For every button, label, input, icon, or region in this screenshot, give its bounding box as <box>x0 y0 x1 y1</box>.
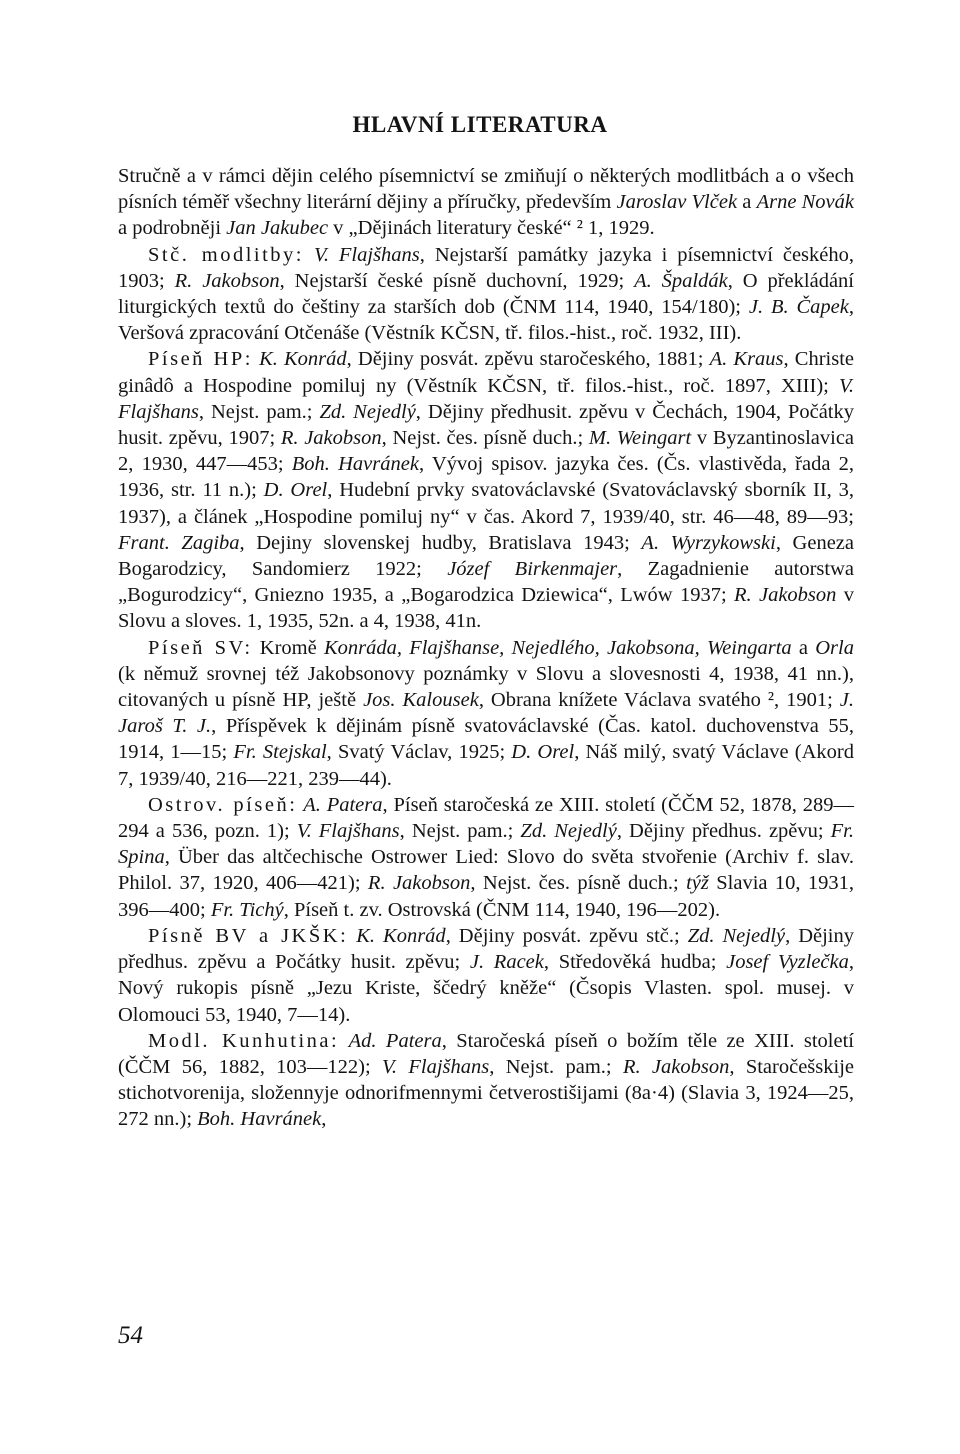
text-run: , Staročešskije stichotvorenija, složennyje odnorifmennymi četverostišijami (8a·4) (Slavia 3, 1924—25, 272 nn.); <box>118 1055 854 1131</box>
author-or-title-italic: K. Konrád <box>259 348 347 371</box>
author-or-title-italic: Frant. Zagiba <box>118 531 240 554</box>
text-run: , Nejst. pam.; <box>198 400 320 423</box>
author-or-title-italic: Arne Novák <box>756 191 854 214</box>
author-or-title-italic: J. Jaroš T. J. <box>118 689 855 738</box>
author-or-title-italic: Boh. Havránek <box>197 1108 322 1131</box>
text-run: , Staročeská píseň o božím těle ze XIII. století (ČČM 56, 1882, 103—122); <box>118 1029 854 1078</box>
section-heading: Ostrov. píseň: <box>148 793 298 816</box>
author-or-title-italic: Fr. Spina <box>118 820 854 869</box>
section-heading: Stč. modlitby: <box>148 243 304 266</box>
text-run: , Veršová zpracování Otčenáše (Věstník KČSN, tř. filos.-hist., roč. 1932, III). <box>118 296 854 345</box>
section-heading: Píseň HP: <box>148 348 253 371</box>
section-heading: Píseň SV: <box>148 636 253 659</box>
text-run: , Obrana knížete Václava svatého ², 1901; <box>478 689 840 712</box>
text-run: Stručně a v rámci dějin celého písemnictví se zmiňují o některých modlitbách a o všech písních téměř všechny literární dějiny a příručky, především <box>118 165 854 214</box>
author-or-title-italic: R. Jakobson <box>367 872 471 895</box>
text-run: , Píseň t. zv. Ostrovská (ČNM 114, 1940, 196—202). <box>283 898 721 921</box>
text-run: , Náš milý, svatý Václave (Akord 7, 1939/40, 216—221, 239—44). <box>118 741 854 790</box>
paragraph <box>118 346 854 634</box>
text-run: , Nejst. pam.; <box>489 1055 623 1078</box>
paragraph <box>118 792 854 923</box>
text-run: , <box>321 1108 327 1131</box>
paragraph <box>118 163 854 242</box>
author-or-title-italic: V. Flajšhans <box>382 1055 490 1078</box>
author-or-title-italic: Zd. Nejedlý <box>319 400 416 423</box>
text-run: a <box>737 191 757 214</box>
text-run: Slavia 10, 1931, 396—400; <box>118 872 854 921</box>
text-run: , Středověká hudba; <box>543 951 727 974</box>
text-run: a podrobněji <box>118 217 227 240</box>
text-run: , Dějiny předhus. zpěvu; <box>616 820 831 843</box>
author-or-title-italic: Boh. Havránek <box>291 453 419 476</box>
text-run: , Geneza Bogarodzicy, Sandomierz 1922; <box>118 531 854 581</box>
paragraph <box>118 635 854 792</box>
text-run: , Příspěvek k dějinám písně svatováclavské (Čas. katol. duchovenstva 55, 1914, 1—15; <box>118 715 854 764</box>
author-or-title-italic: Josef Vyzlečka <box>726 951 849 974</box>
text-run: v „Dějinách literatury české“ ² 1, 1929. <box>328 217 655 240</box>
author-or-title-italic: Jan Jakubec <box>226 217 329 240</box>
text-run: , Dějiny předhus. zpěvu a Počátky husit. zpěvu; <box>118 924 854 974</box>
text-run: Kromě <box>252 636 324 659</box>
author-or-title-italic: J. B. Čapek <box>748 296 849 319</box>
paragraph <box>118 923 854 1028</box>
author-or-title-italic: K. Konrád <box>356 924 446 947</box>
author-or-title-italic: R. Jakobson <box>622 1055 730 1078</box>
text-run: (k němuž srovnej též Jakobsonovy poznámky v Slovu a slovesnosti 4, 1938, 41 nn.), citovaných u písně HP, ještě <box>118 662 854 712</box>
author-or-title-italic: M. Weingart <box>588 427 692 450</box>
author-or-title-italic: Zd. Nejedlý <box>687 924 786 947</box>
text-run: , Christe ginâdô a Hospodine pomiluj ny (Věstník KČSN, tř. filos.-hist., roč. 1897, XIII); <box>118 348 854 397</box>
author-or-title-italic: D. Orel <box>263 479 328 502</box>
text-run: , Píseň staročeská ze XIII. století (ČČM 52, 1878, 289—294 a 536, pozn. 1); <box>118 793 854 843</box>
author-or-title-italic: V. Flajšhans <box>313 243 420 266</box>
author-or-title-italic: A. Špaldák <box>634 269 728 292</box>
author-or-title-italic: J. Racek <box>469 951 544 974</box>
text-run: , Nejstarší české písně duchovní, 1929; <box>279 269 635 292</box>
text-run <box>339 1030 348 1052</box>
author-or-title-italic: D. Orel <box>511 741 575 764</box>
author-or-title-italic: Konráda, Flajšhanse, Nejedlého, Jakobsona, Weingarta <box>323 636 792 659</box>
section-heading: Písně BV a JKŠK: <box>148 924 349 947</box>
text-run: , Nový rukopis písně „Jezu Kriste, ščedrý kněže“ (Čsopis Vlasten. spol. musej. v Olomouci 53, 1940, 7—14). <box>118 951 854 1026</box>
text-run: , O překládání liturgických textů do češtiny za starších dob (ČNM 114, 1940, 154/180); <box>118 269 854 319</box>
text-run: , Nejst. pam.; <box>399 820 521 843</box>
text-run: , Vývoj spisov. jazyka čes. (Čs. vlastivěda, řada 2, 1936, str. 11 n.); <box>118 453 854 502</box>
author-or-title-italic: Ad. Patera <box>348 1029 442 1052</box>
author-or-title-italic: V. Flajšhans <box>296 820 400 843</box>
text-run: v Byzantinoslavica 2, 1930, 447—453; <box>118 427 855 476</box>
text-run: , Hudební prvky svatováclavské (Svatováclavský sborník II, 3, 1937), a článek „Hospodine pomiluj ny“ v čas. Akord 7, 1939/40, str. 46—48, 89—93; <box>118 479 854 528</box>
text-run: v Slovu a sloves. 1, 1935, 52n. a 4, 1938, 41n. <box>118 584 855 633</box>
section-heading: Modl. Kunhutina: <box>148 1029 340 1052</box>
page-title: HLAVNÍ LITERATURA <box>352 112 608 137</box>
paragraph <box>118 242 854 347</box>
author-or-title-italic: Zd. Nejedlý <box>520 820 617 843</box>
text-run: , Zagadnienie autorstwa „Bogurodzicy“, Gniezno 1935, a „Bogarodzica Dziewica“, Lwów 1937; <box>118 558 854 607</box>
author-or-title-italic: Jos. Kalousek <box>363 689 479 712</box>
author-or-title-italic: V. Flajšhans <box>118 374 854 423</box>
text-run: , Dějiny posvát. zpěvu stč.; <box>445 924 688 947</box>
text-run: , Über das altčechische Ostrower Lied: Slovo do světa stvořenie (Archiv f. slav. Philol. 37, 1920, 406—421); <box>118 846 854 895</box>
text-run: , Nejst. čes. písně duch.; <box>381 427 589 450</box>
text-run: , Dějiny posvát. zpěvu staročeského, 1881; <box>346 348 710 371</box>
text-run: , Dejiny slovenskej hudby, Bratislava 1943; <box>239 531 642 554</box>
author-or-title-italic: R. Jakobson <box>280 427 382 450</box>
author-or-title-italic: týž <box>686 872 709 895</box>
page-number: 54 <box>118 1322 143 1349</box>
bibliography-text <box>118 163 854 1133</box>
author-or-title-italic: A. Kraus <box>709 348 784 371</box>
text-run: , Dějiny předhusit. zpěvu v Čechách, 1904, Počátky husit. zpěvu, 1907; <box>118 400 854 450</box>
text-run: a <box>791 636 816 659</box>
author-or-title-italic: A. Wyrzykowski <box>641 531 776 554</box>
author-or-title-italic: Józef Birkenmajer <box>447 558 618 581</box>
author-or-title-italic: R. Jakobson <box>734 584 837 607</box>
author-or-title-italic: Orla <box>815 636 854 659</box>
author-or-title-italic: R. Jakobson <box>174 269 280 292</box>
author-or-title-italic: Fr. Tichý <box>210 898 284 921</box>
author-or-title-italic: A. Patera <box>303 793 383 816</box>
paragraph <box>118 1028 854 1133</box>
text-run: , Svatý Václav, 1925; <box>326 741 512 764</box>
author-or-title-italic: Jaroslav Vlček <box>616 191 738 214</box>
text-run <box>304 244 314 266</box>
text-run: , Nejst. čes. písně duch.; <box>470 872 687 895</box>
text-run: , Nejstarší památky jazyka i písemnictví českého, 1903; <box>118 243 855 292</box>
author-or-title-italic: Fr. Stejskal <box>233 741 327 764</box>
